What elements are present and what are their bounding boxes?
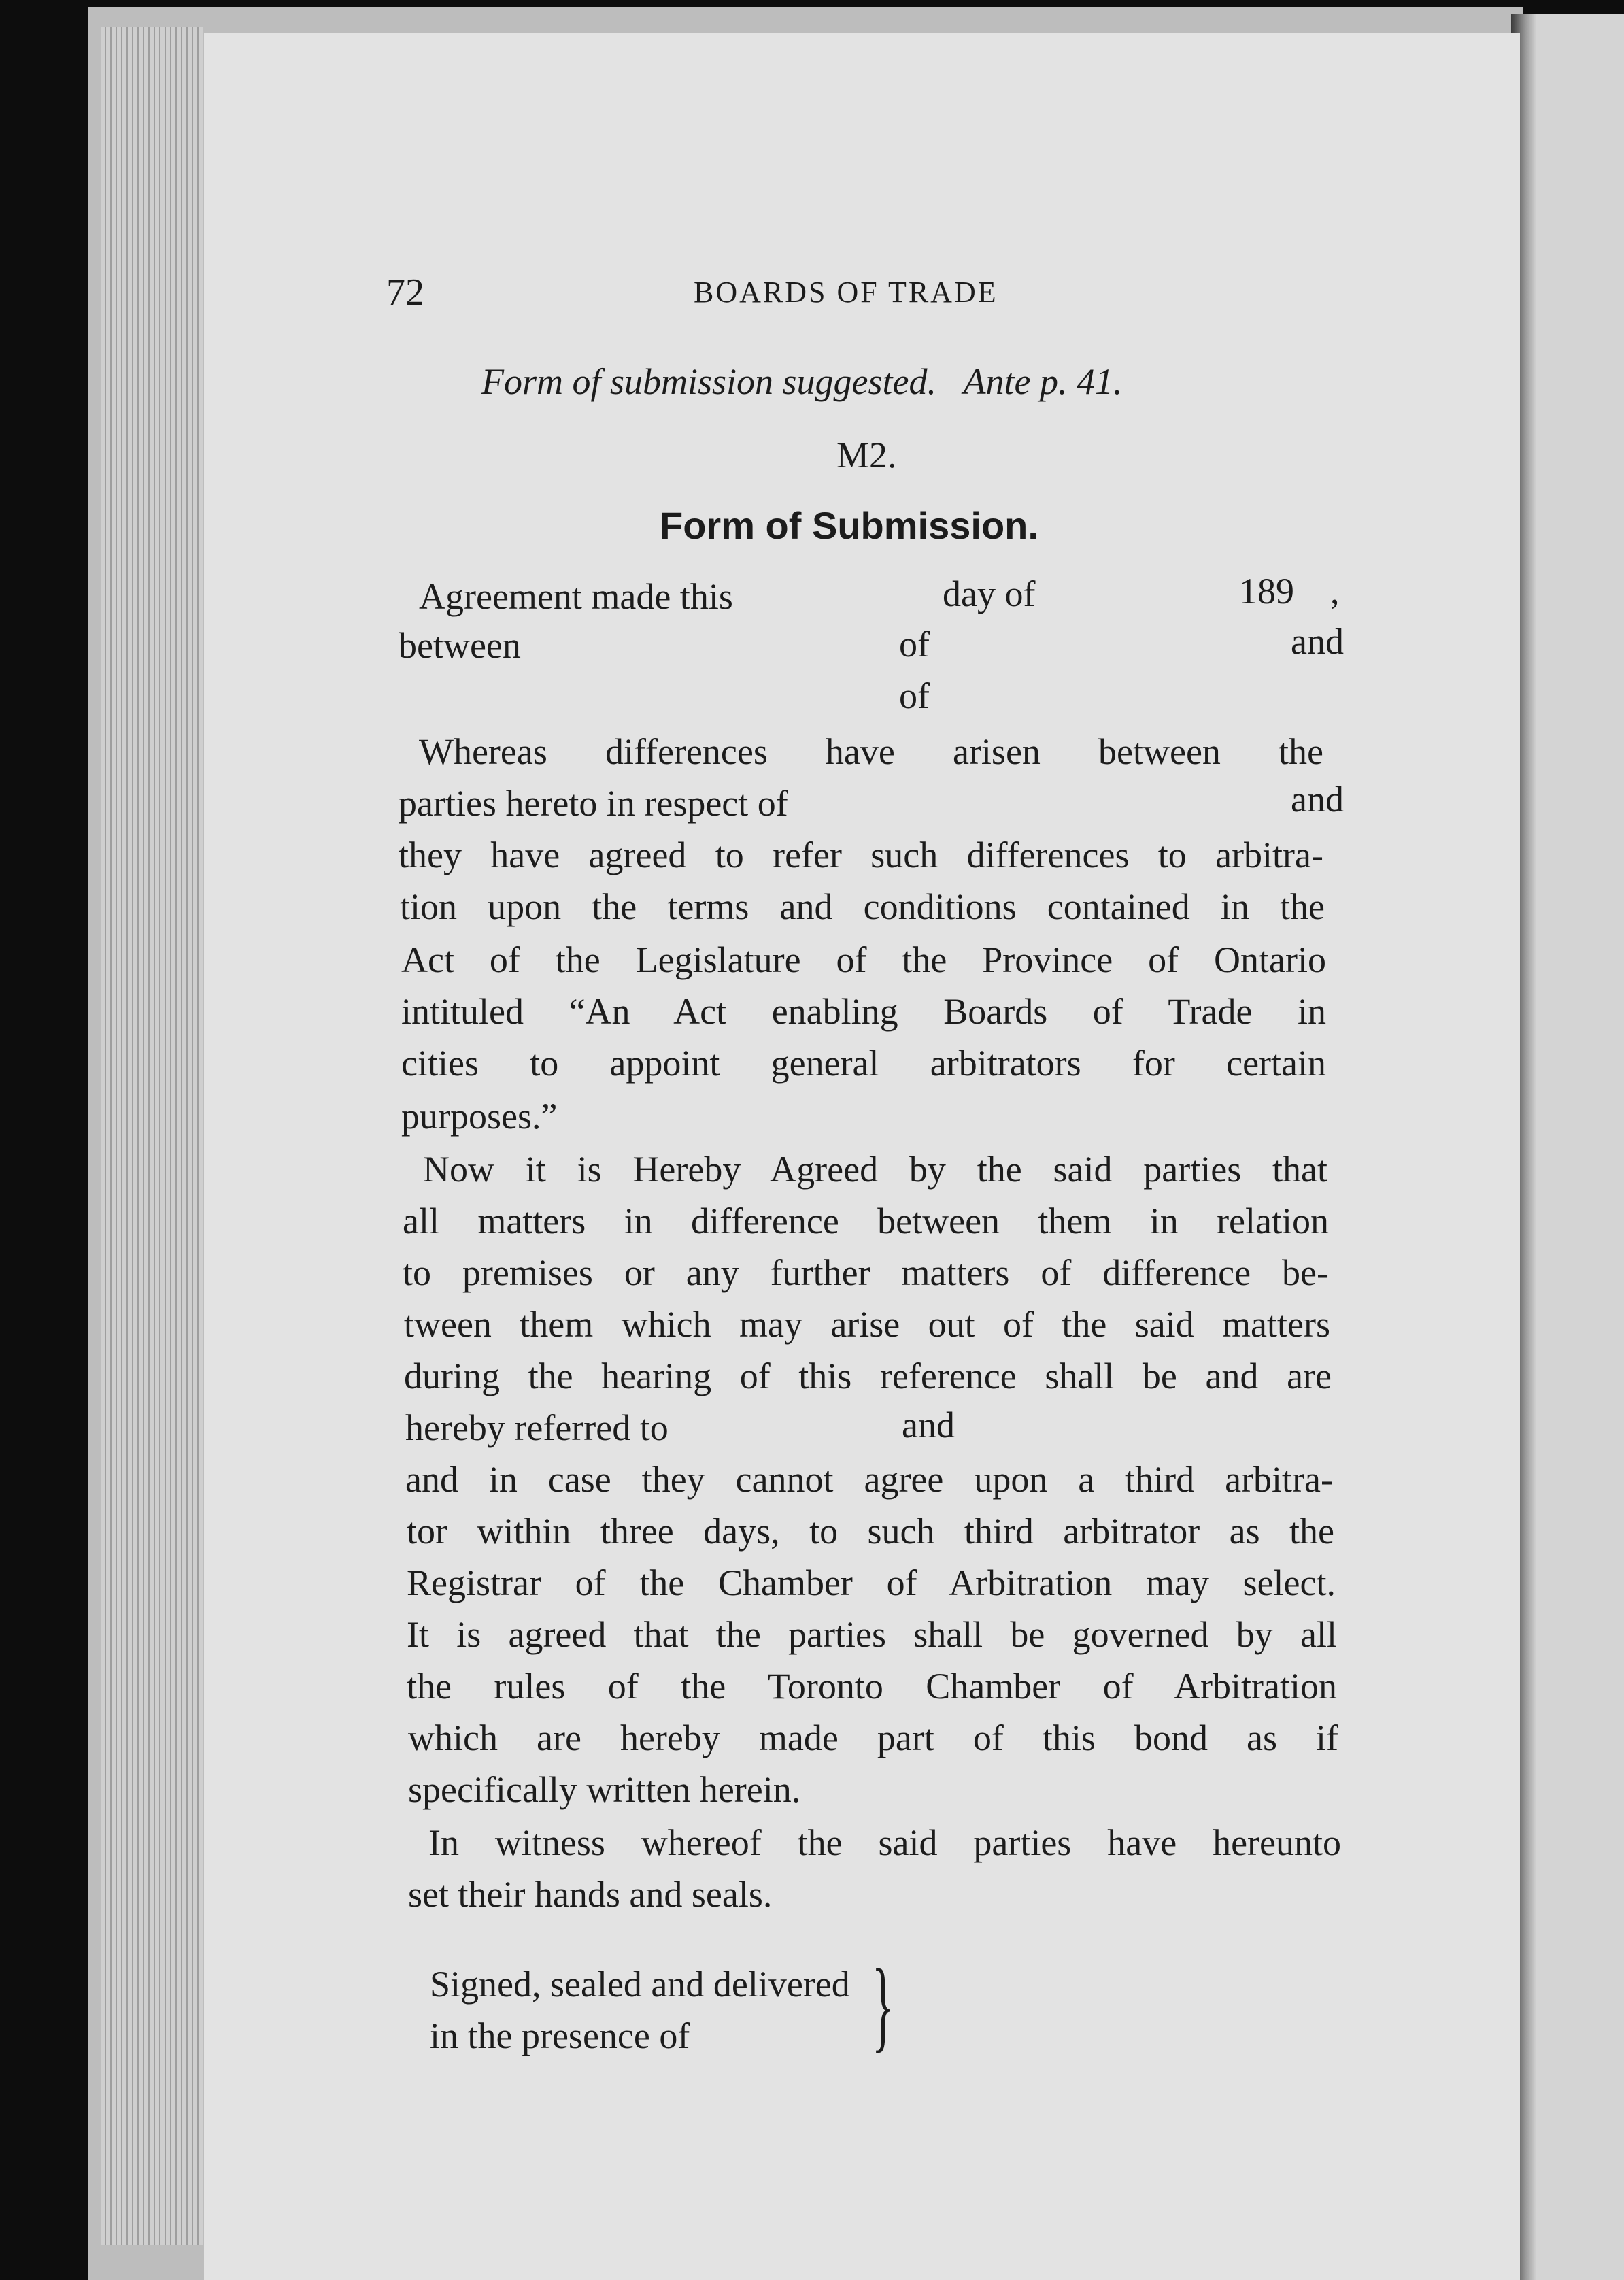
agreed-line-12: which are hereby made part of this bond as if xyxy=(408,1717,1338,1758)
form-id: M2. xyxy=(836,435,897,475)
page-stack-edges xyxy=(101,27,203,2245)
whereas-line-6: intituled “An Act enabling Boards of Trade in xyxy=(401,991,1326,1032)
whereas-line-2b: and xyxy=(1291,779,1344,820)
opening-agreement: Agreement made this xyxy=(419,576,733,617)
opening-day-of: day of xyxy=(943,573,1036,614)
agreed-line-2: all matters in difference between them in relation xyxy=(403,1201,1329,1241)
form-body xyxy=(399,570,1555,2202)
whereas-line-8: purposes.” xyxy=(401,1096,558,1137)
opening-of-2: of xyxy=(899,675,930,716)
agreed-line-5: during the hearing of this reference shall be and are xyxy=(404,1356,1332,1396)
agreed-line-6a: hereby referred to xyxy=(405,1407,669,1448)
agreed-line-13: specifically written herein. xyxy=(408,1769,801,1810)
agreed-line-11: the rules of the Toronto Chamber of Arbitration xyxy=(407,1666,1337,1707)
opening-year: 189 xyxy=(1239,571,1294,611)
signature-line-1: Signed, sealed and delivered xyxy=(430,1964,850,2005)
whereas-line-4: tion upon the terms and conditions contained in the xyxy=(400,886,1325,927)
witness-line-1: In witness whereof the said parties have hereunto xyxy=(428,1822,1341,1863)
opening-of-1: of xyxy=(899,624,930,665)
whereas-line-2a: parties hereto in respect of xyxy=(399,783,788,824)
running-title: BOARDS OF TRADE xyxy=(694,275,998,309)
book-page xyxy=(204,33,1520,2280)
page-number: 72 xyxy=(386,271,424,314)
signature-line-2: in the presence of xyxy=(430,2015,690,2056)
witness-line-2: set their hands and seals. xyxy=(408,1874,773,1915)
whereas-line-5: Act of the Legislature of the Province of Ontario xyxy=(401,939,1326,980)
opening-and: and xyxy=(1291,621,1344,662)
form-title: Form of Submission. xyxy=(660,504,1038,547)
agreed-line-6b: and xyxy=(902,1405,955,1445)
agreed-line-4: tween them which may arise out of the said matters xyxy=(404,1304,1330,1345)
whereas-line-1: Whereas differences have arisen between the xyxy=(419,731,1323,772)
agreed-line-3: to premises or any further matters of difference be- xyxy=(403,1252,1329,1293)
agreed-line-10: It is agreed that the parties shall be governed by all xyxy=(407,1614,1337,1655)
opening-between: between xyxy=(399,625,521,666)
margin-note: Form of submission suggested. Ante p. 41. xyxy=(481,361,1123,402)
whereas-line-3: they have agreed to refer such differences to arbitra- xyxy=(399,835,1323,875)
signature-brace: } xyxy=(872,1949,894,2062)
agreed-line-8: tor within three days, to such third arbitrator as the xyxy=(407,1511,1334,1552)
agreed-line-1: Now it is Hereby Agreed by the said parties that xyxy=(423,1149,1327,1190)
agreed-line-7: and in case they cannot agree upon a third arbitra- xyxy=(405,1459,1333,1500)
whereas-line-7: cities to appoint general arbitrators for certain xyxy=(401,1043,1326,1084)
agreed-line-9: Registrar of the Chamber of Arbitration may select. xyxy=(407,1562,1336,1603)
opening-comma: , xyxy=(1330,571,1340,611)
